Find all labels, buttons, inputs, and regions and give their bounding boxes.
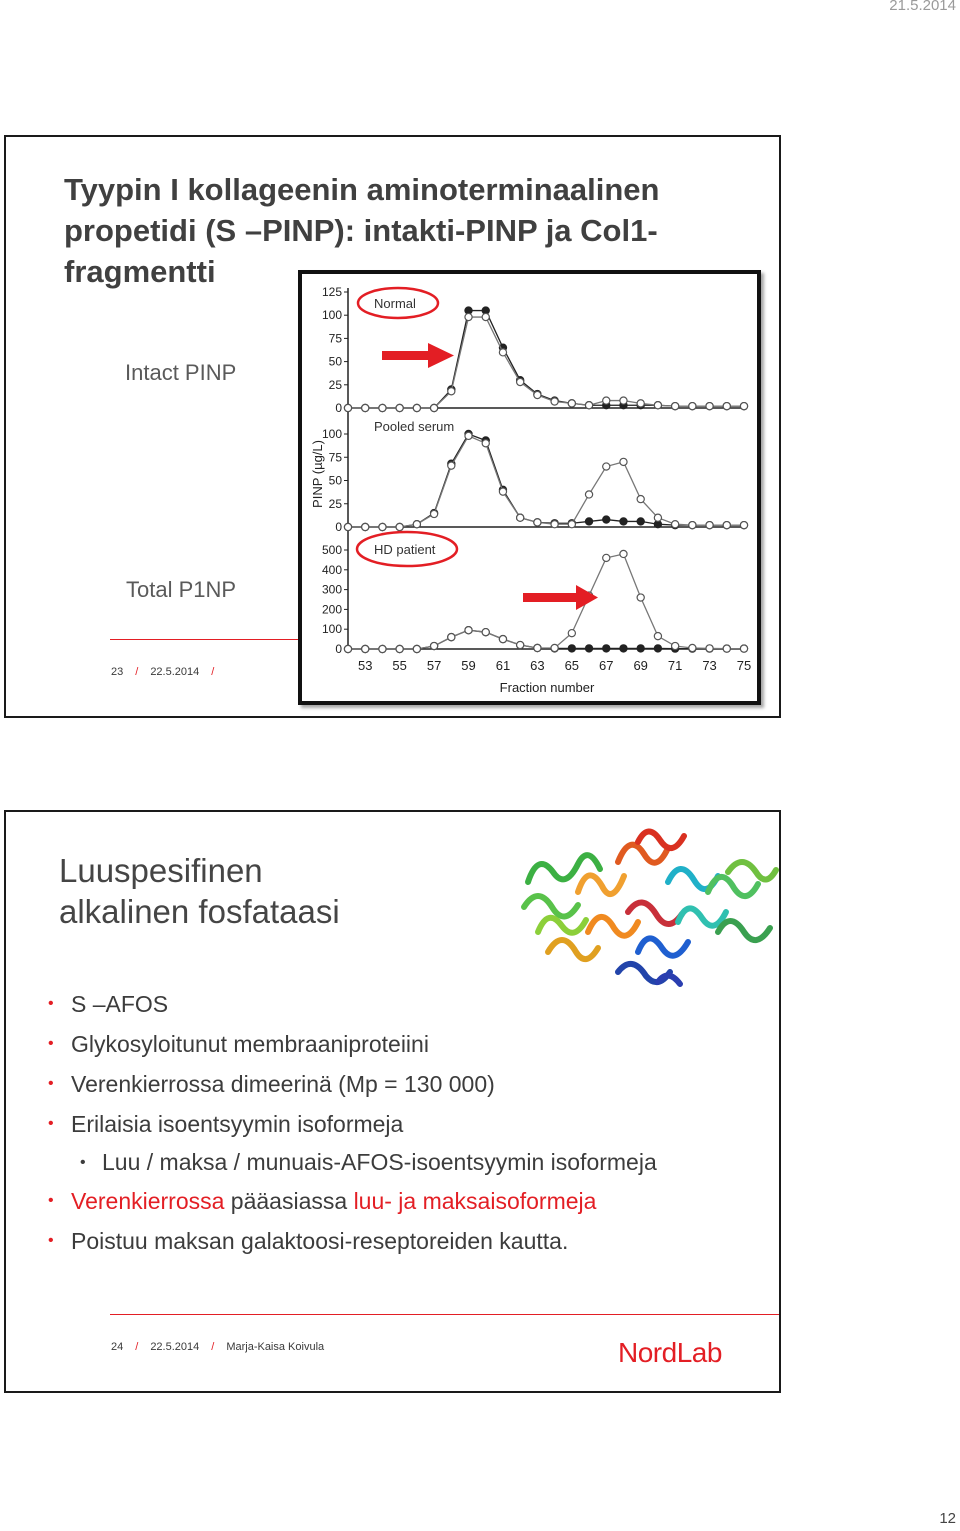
- data-point: [448, 634, 455, 641]
- data-point: [585, 518, 592, 525]
- data-point: [465, 432, 472, 439]
- footer-date: 22.5.2014: [150, 1341, 200, 1353]
- data-point: [672, 521, 679, 528]
- data-point: [517, 641, 524, 648]
- x-tick-label: 67: [599, 658, 614, 673]
- x-axis-label: Fraction number: [499, 680, 595, 695]
- data-point: [603, 397, 610, 404]
- arrow-icon: [382, 343, 454, 368]
- footer-separator: /: [135, 1341, 139, 1353]
- data-point: [413, 404, 420, 411]
- data-point: [637, 594, 644, 601]
- pinp-chart: [298, 270, 761, 705]
- y-tick-label: 400: [321, 562, 342, 577]
- footer-divider: [110, 1314, 779, 1315]
- data-point: [603, 645, 610, 652]
- y-tick-label: 0: [335, 520, 342, 534]
- data-point: [465, 627, 472, 634]
- x-tick-label: 57: [426, 658, 442, 673]
- data-point: [430, 404, 437, 411]
- data-point: [723, 645, 730, 652]
- bullet-item: • Poistuu maksan galaktoosi-reseptoreiden kautta.: [44, 1221, 657, 1261]
- panel-label: HD patient: [374, 542, 436, 557]
- data-point: [723, 403, 730, 410]
- data-point: [379, 404, 386, 411]
- data-point: [344, 404, 351, 411]
- series-line: [348, 317, 744, 408]
- footer-date: 22.5.2014: [150, 666, 200, 678]
- x-tick-label: 53: [357, 658, 373, 673]
- data-point: [706, 403, 713, 410]
- data-point: [448, 388, 455, 395]
- data-point: [620, 645, 627, 652]
- y-tick-label: 200: [321, 602, 342, 617]
- series-line: [348, 630, 744, 649]
- pinp-chart-svg: [302, 274, 757, 701]
- x-tick-label: 69: [633, 658, 648, 673]
- bullet-list: [44, 984, 657, 1261]
- data-point: [620, 550, 627, 557]
- data-point: [362, 645, 369, 652]
- data-point: [551, 521, 558, 528]
- data-point: [482, 313, 489, 320]
- data-point: [396, 645, 403, 652]
- data-point: [654, 514, 661, 521]
- data-point: [740, 522, 747, 529]
- x-tick-label: 73: [702, 658, 717, 673]
- data-point: [379, 645, 386, 652]
- arrow-icon: [523, 585, 598, 610]
- data-point: [585, 491, 592, 498]
- slide-footer: [111, 1341, 324, 1353]
- data-point: [620, 458, 627, 465]
- bullet-item: • S –AFOS: [44, 984, 657, 1024]
- data-point: [740, 645, 747, 652]
- slide-24: [4, 810, 781, 1393]
- data-point: [654, 633, 661, 640]
- footer-separator: /: [211, 1341, 215, 1353]
- data-point: [430, 642, 437, 649]
- x-tick-label: 55: [392, 658, 407, 673]
- panel-label: Normal: [374, 296, 416, 311]
- sub-bullet-item: • Luu / maksa / munuais-AFOS-isoentsyymin isoformeja: [44, 1144, 657, 1181]
- bullet-item: • Verenkierrossa dimeerinä (Mp = 130 000): [44, 1064, 657, 1104]
- bullet-item: • Erilaisia isoentsyymin isoformeja: [44, 1104, 657, 1144]
- data-point: [689, 522, 696, 529]
- data-point: [568, 521, 575, 528]
- data-point: [344, 645, 351, 652]
- data-point: [482, 440, 489, 447]
- y-tick-label: 0: [335, 401, 342, 415]
- data-point: [654, 645, 661, 652]
- data-point: [706, 522, 713, 529]
- data-point: [551, 398, 558, 405]
- panel-label: Pooled serum: [374, 419, 455, 434]
- data-point: [672, 642, 679, 649]
- bullet-red-text: luu- ja maksaisoformeja: [353, 1188, 597, 1214]
- data-point: [499, 349, 506, 356]
- data-point: [568, 630, 575, 637]
- data-point: [499, 488, 506, 495]
- x-tick-label: 63: [530, 658, 545, 673]
- data-point: [534, 519, 541, 526]
- data-point: [585, 402, 592, 409]
- data-point: [568, 645, 575, 652]
- data-point: [430, 510, 437, 517]
- data-point: [344, 523, 351, 530]
- data-point: [689, 403, 696, 410]
- footer-divider: [110, 639, 300, 640]
- protein-structure-image: [518, 822, 780, 1000]
- title-line: Luuspesifinen: [59, 852, 263, 889]
- data-point: [723, 522, 730, 529]
- data-point: [672, 403, 679, 410]
- data-point: [517, 514, 524, 521]
- data-point: [448, 462, 455, 469]
- data-point: [585, 645, 592, 652]
- data-point: [740, 403, 747, 410]
- page-number: 12: [939, 1510, 956, 1527]
- data-point: [465, 313, 472, 320]
- title-line: alkalinen fosfataasi: [59, 893, 340, 930]
- footer-separator: /: [211, 666, 215, 678]
- data-point: [706, 645, 713, 652]
- data-point: [603, 463, 610, 470]
- y-tick-label: 75: [328, 331, 342, 346]
- data-point: [637, 645, 644, 652]
- y-tick-label: 300: [321, 582, 342, 597]
- y-tick-label: 100: [321, 622, 342, 637]
- y-tick-label: 100: [321, 427, 342, 441]
- data-point: [396, 523, 403, 530]
- data-point: [654, 402, 661, 409]
- x-tick-label: 65: [564, 658, 580, 673]
- data-point: [620, 397, 627, 404]
- footer-page-number: 24: [111, 1341, 124, 1353]
- y-tick-label: 100: [321, 308, 342, 323]
- y-tick-label: 50: [328, 354, 342, 369]
- data-point: [362, 404, 369, 411]
- data-point: [620, 518, 627, 525]
- data-point: [379, 523, 386, 530]
- data-point: [396, 404, 403, 411]
- data-point: [413, 521, 420, 528]
- data-point: [568, 400, 575, 407]
- x-tick-label: 61: [495, 658, 511, 673]
- bullet-red-text: Verenkierrossa: [71, 1188, 225, 1214]
- series-line: [348, 436, 744, 527]
- y-tick-label: 25: [328, 377, 342, 392]
- data-point: [603, 554, 610, 561]
- data-point: [637, 400, 644, 407]
- slide-footer: [111, 666, 226, 678]
- page-date: 21.5.2014: [889, 0, 956, 14]
- bullet-item: • Glykosyloitunut membraaniproteiini: [44, 1024, 657, 1064]
- y-axis-label: PINP (µg/L): [310, 440, 325, 508]
- data-point: [551, 644, 558, 651]
- y-tick-label: 0: [335, 642, 342, 656]
- series-line: [348, 434, 744, 527]
- footer-page-number: 23: [111, 666, 124, 678]
- data-point: [637, 518, 644, 525]
- logo-text: NordLab: [618, 1337, 722, 1368]
- y-tick-label: 75: [328, 450, 342, 465]
- data-point: [482, 629, 489, 636]
- y-tick-label: 25: [328, 496, 342, 511]
- x-tick-label: 71: [667, 658, 683, 673]
- data-point: [499, 636, 506, 643]
- slide-23: [4, 135, 781, 718]
- nordlab-logo: [616, 1334, 736, 1370]
- data-point: [637, 496, 644, 503]
- footer-separator: /: [135, 666, 139, 678]
- bullet-item: [44, 1181, 657, 1221]
- data-point: [413, 645, 420, 652]
- data-point: [603, 516, 610, 523]
- y-tick-label: 50: [328, 473, 342, 488]
- y-tick-label: 500: [321, 543, 342, 557]
- intact-pinp-label: Intact PINP: [125, 360, 237, 385]
- footer-author: Marja-Kaisa Koivula: [226, 1341, 325, 1353]
- y-tick-label: 125: [321, 285, 342, 299]
- data-point: [689, 644, 696, 651]
- total-p1np-label: Total P1NP: [126, 577, 237, 602]
- x-tick-label: 59: [461, 658, 476, 673]
- data-point: [534, 391, 541, 398]
- data-point: [362, 523, 369, 530]
- slide-title: [59, 850, 340, 932]
- slide-title: Tyypin I kollageenin aminoterminaalinen propetidi (S –PINP): intakti-PINP ja Col1-fragmentti: [64, 172, 660, 289]
- data-point: [534, 644, 541, 651]
- data-point: [517, 378, 524, 385]
- x-tick-label: 75: [736, 658, 752, 673]
- bullet-text: pääasiassa: [224, 1188, 354, 1214]
